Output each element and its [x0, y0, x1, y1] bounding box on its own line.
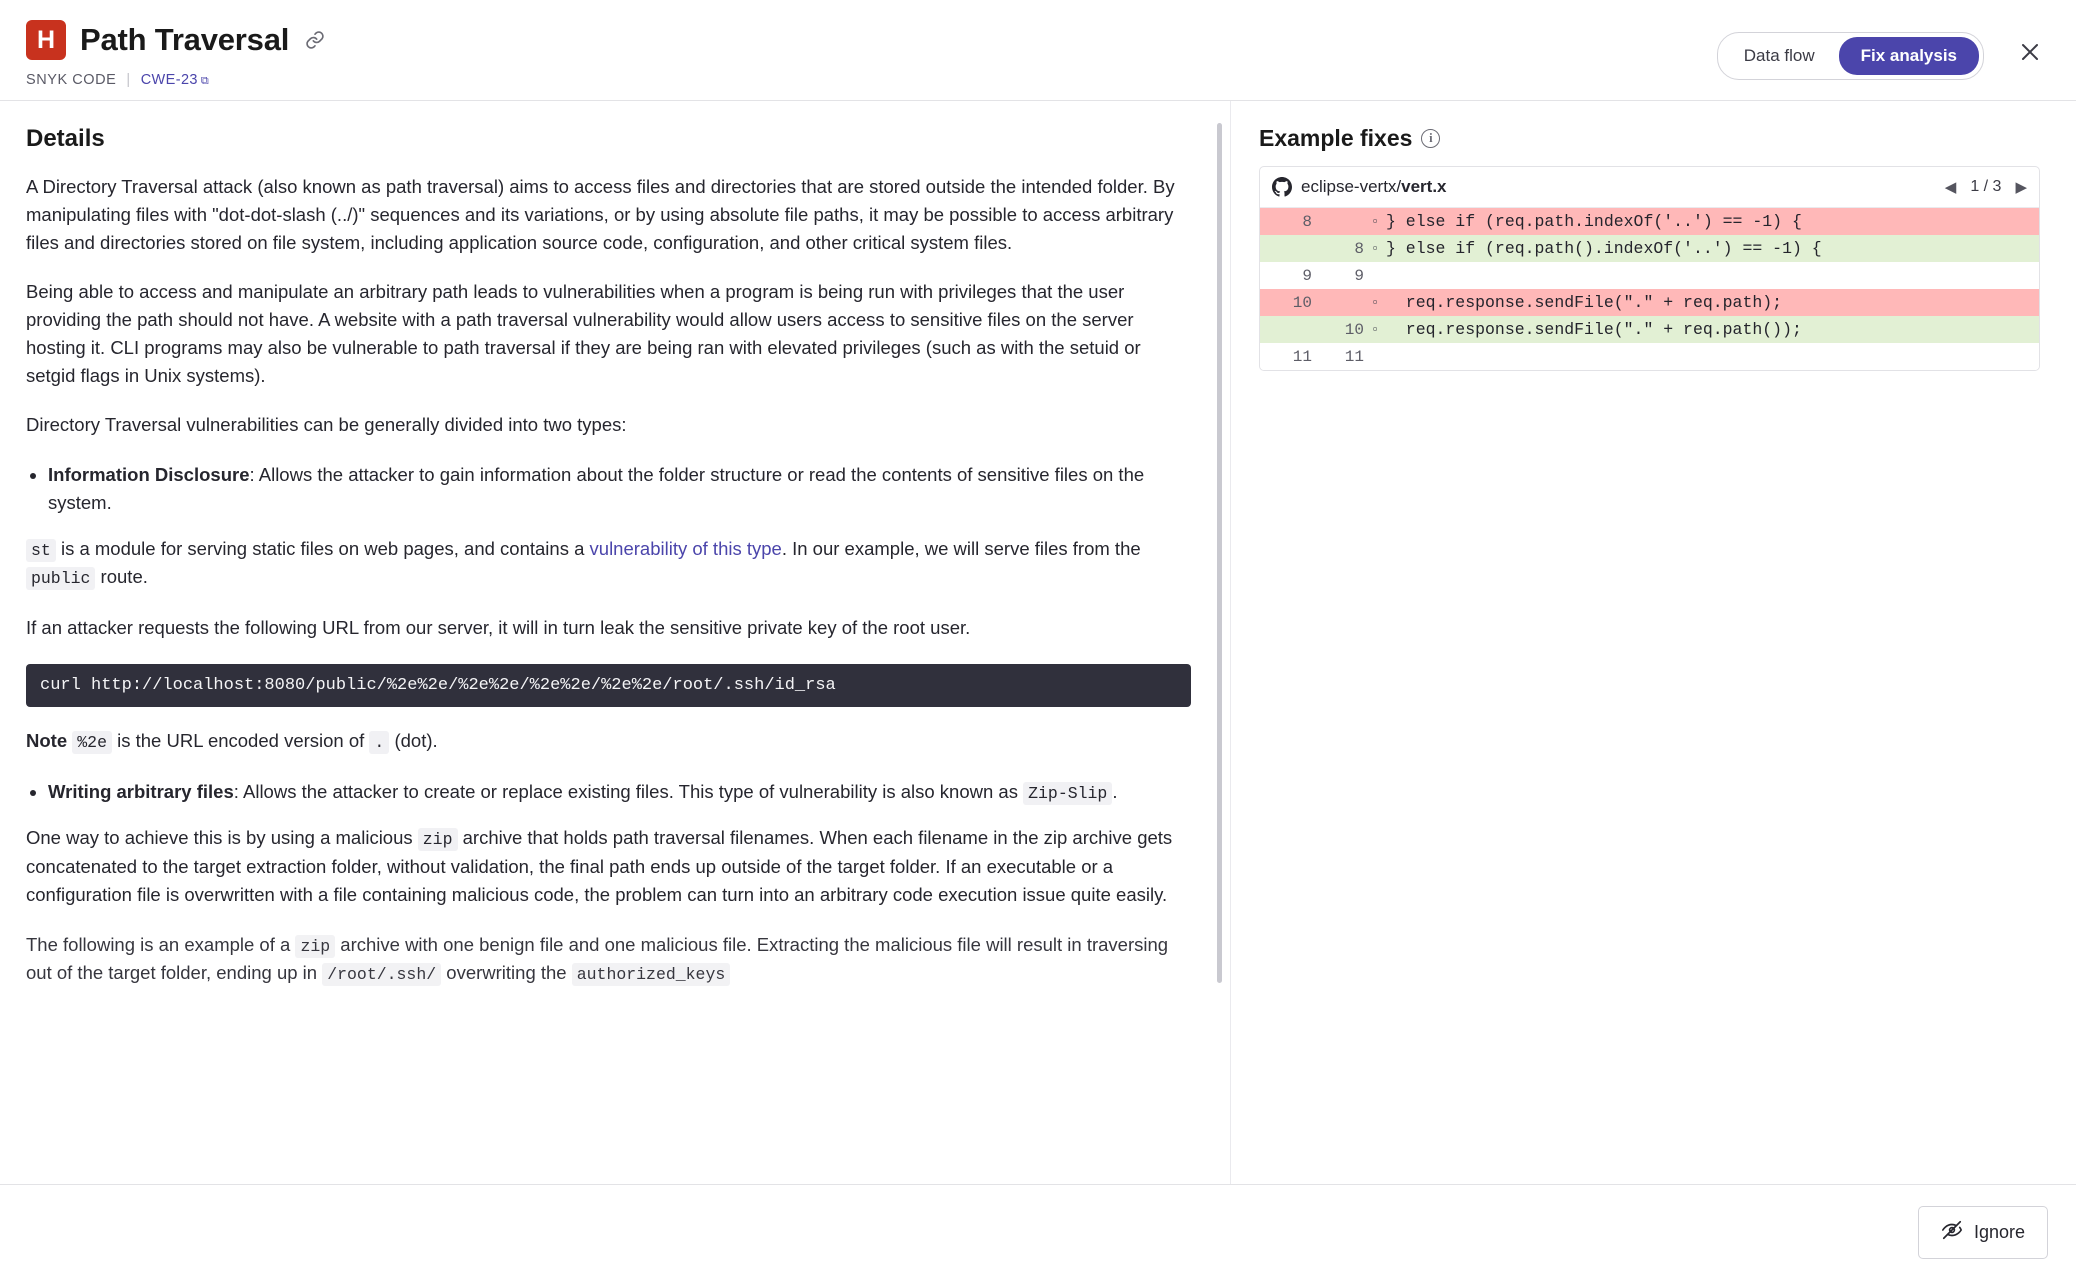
vulnerability-type-list-1: [26, 461, 1191, 517]
curl-command-block: curl http://localhost:8080/public/%2e%2e/%2e%2e/%2e%2e/%2e%2e/root/.ssh/id_rsa: [26, 664, 1191, 707]
tab-data-flow[interactable]: Data flow: [1722, 37, 1837, 75]
example-fixes-pane: [1230, 101, 2076, 1184]
note-text-a: is the URL encoded version of: [111, 729, 370, 751]
code-root-ssh: /root/.ssh/: [322, 963, 441, 986]
p7-text-c: overwriting the: [441, 962, 572, 984]
line-number-old: 10: [1292, 293, 1312, 312]
ignore-button-label: Ignore: [1973, 1222, 2025, 1242]
table-row: [1260, 289, 2039, 316]
p4-text-c: route.: [95, 566, 148, 588]
details-paragraph-6: [26, 824, 1191, 908]
p4-text-a: is a module for serving static files on web pages, and contains a: [55, 537, 590, 559]
diff-marker: ▫: [1371, 295, 1379, 310]
diff-marker: ▫: [1371, 241, 1379, 256]
page-title: Path Traversal: [80, 22, 290, 57]
code-dot: .: [369, 731, 389, 754]
example-fixes-header: [1259, 125, 2040, 152]
severity-badge: H: [26, 20, 66, 60]
diff-code: req.response.sendFile("." + req.path);: [1386, 293, 1783, 312]
diff-code: } else if (req.path.indexOf('..') == -1) {: [1386, 212, 1802, 231]
table-row: [1260, 343, 2039, 370]
code-percent-2e: %2e: [72, 731, 112, 754]
table-row: [1260, 262, 2039, 289]
details-pane: [0, 101, 1230, 1184]
list-item: [48, 778, 1191, 807]
vulnerability-type-list-2: [26, 778, 1191, 807]
diff-code: [1386, 262, 2039, 289]
line-number-old: [1260, 235, 1312, 262]
source-label: SNYK CODE: [26, 72, 117, 88]
fix-pager: [1945, 178, 2027, 196]
repository-name: [1301, 177, 1447, 197]
line-number-old: 11: [1292, 347, 1312, 366]
info-icon[interactable]: i: [1421, 129, 1440, 148]
line-number-new: [1312, 289, 1364, 316]
diff-marker: ▫: [1371, 214, 1379, 229]
details-scrollbar[interactable]: [1217, 123, 1222, 1023]
code-public: public: [26, 567, 95, 590]
bullet-1-title: Information Disclosure: [48, 464, 250, 485]
link-icon[interactable]: [305, 30, 325, 50]
details-heading: Details: [26, 125, 105, 152]
p7-text-b: archive with one benign file and one malicious file. Extracting the malicious file will result in traversing out of the target folder, ending up in: [26, 933, 1169, 984]
p6-text-a: One way to achieve this is by using a malicious: [26, 827, 418, 849]
details-paragraph-5: If an attacker requests the following URL from our server, it will in turn leak the sensitive private key of the root user.: [26, 617, 971, 638]
code-zip-2: zip: [295, 935, 335, 958]
line-number-old: [1260, 316, 1312, 343]
code-authorized-keys: authorized_keys: [572, 963, 731, 986]
diff-table: [1260, 208, 2039, 370]
details-paragraph-2: Being able to access and manipulate an arbitrary path leads to vulnerabilities when a program is being run with privileges that the user providing the path should not have. A website with a path traversal vulnerability would allow users access to sensitive files on the server hosting it. CLI programs may also be vulnerable to path traversal if they are being ran with elevated privileges (such as with the setuid or setgid flags in Unix systems).: [26, 281, 1141, 386]
code-zip-slip: Zip-Slip: [1023, 782, 1112, 805]
details-paragraph-7: [26, 931, 1191, 989]
table-row: [1260, 235, 2039, 262]
view-mode-toggle[interactable]: [1717, 32, 1984, 80]
panel-footer: [0, 1184, 2076, 1280]
bullet-2-end: .: [1112, 780, 1118, 802]
note-text-b: (dot).: [389, 729, 438, 751]
details-paragraph-4: [26, 535, 1191, 593]
vulnerability-type-link[interactable]: vulnerability of this type: [589, 537, 782, 559]
code-st: st: [26, 539, 56, 562]
line-number-old: 8: [1302, 212, 1312, 231]
repo-project: vert.x: [1401, 177, 1447, 196]
bullet-2-text: : Allows the attacker to create or replace existing files. This type of vulnerability is also known as: [233, 780, 1024, 802]
scrollbar-thumb[interactable]: [1217, 123, 1222, 983]
panel-header: [0, 0, 2076, 101]
diff-code: } else if (req.path().indexOf('..') == -1) {: [1386, 239, 1822, 258]
diff-marker: [1364, 262, 1386, 289]
chevron-left-icon[interactable]: ◀: [1944, 179, 1957, 196]
p7-text-a: The following is an example of a: [26, 933, 296, 955]
diff-rows: [1260, 208, 2039, 370]
eye-off-icon: [1941, 1219, 1963, 1246]
details-note: [26, 727, 1191, 756]
line-number-new: 8: [1354, 239, 1364, 258]
line-number-old: 9: [1302, 266, 1312, 285]
example-fixes-title: Example fixes: [1259, 125, 1413, 151]
details-paragraph-1: A Directory Traversal attack (also known as path traversal) aims to access files and directories that are stored outside the intended folder. By manipulating files with "dot-dot-slash (../)" sequences and its variations, or by using absolute file paths, it may be possible to access arbitrary files and directories stored on file system, including application source code, configuration, and other critical system files.: [26, 176, 1175, 253]
fix-card-header: [1260, 167, 2039, 208]
line-number-new: 11: [1344, 347, 1364, 366]
chevron-right-icon[interactable]: ▶: [2015, 179, 2027, 196]
diff-code: [1386, 343, 2039, 370]
diff-marker: ▫: [1371, 322, 1379, 337]
breadcrumb-separator: |: [126, 72, 131, 88]
diff-marker: [1364, 343, 1386, 370]
line-number-new: [1312, 208, 1364, 235]
code-zip-1: zip: [418, 828, 458, 851]
details-paragraph-3: Directory Traversal vulnerabilities can be generally divided into two types:: [26, 414, 627, 436]
line-number-new: 9: [1354, 266, 1364, 285]
p6-text-b: archive that holds path traversal filenames. When each filename in the zip archive gets concatenated to the target extraction folder, without validation, the final path ends up outside of the target folder. If an executable or a configuration file is overwritten with a file containing malicious code, the problem can turn into an arbitrary code execution issue quite easily.: [26, 827, 1173, 905]
list-item: [48, 461, 1191, 517]
page-indicator: 1 / 3: [1970, 178, 2002, 195]
diff-code: req.response.sendFile("." + req.path());: [1386, 320, 1802, 339]
table-row: [1260, 316, 2039, 343]
line-number-new: 10: [1344, 320, 1364, 339]
panel-body: [0, 101, 2076, 1184]
bullet-2-title: Writing arbitrary files: [48, 780, 234, 802]
bullet-1-text: : Allows the attacker to gain information about the folder structure or read the contents of sensitive files on the system.: [48, 464, 1145, 513]
tab-fix-analysis[interactable]: Fix analysis: [1839, 37, 1979, 75]
close-icon[interactable]: [2010, 32, 2050, 72]
table-row: [1260, 208, 2039, 235]
repo-owner: eclipse-vertx/: [1301, 177, 1402, 196]
ignore-button[interactable]: [1918, 1206, 2048, 1259]
p4-text-b: . In our example, we will serve files from the: [781, 537, 1141, 559]
github-icon: [1272, 177, 1292, 197]
external-link-icon: ⧉: [200, 75, 210, 87]
cwe-link[interactable]: CWE-23 ⧉: [140, 72, 210, 88]
fix-example-card: [1259, 166, 2040, 371]
note-label: Note: [26, 729, 68, 751]
